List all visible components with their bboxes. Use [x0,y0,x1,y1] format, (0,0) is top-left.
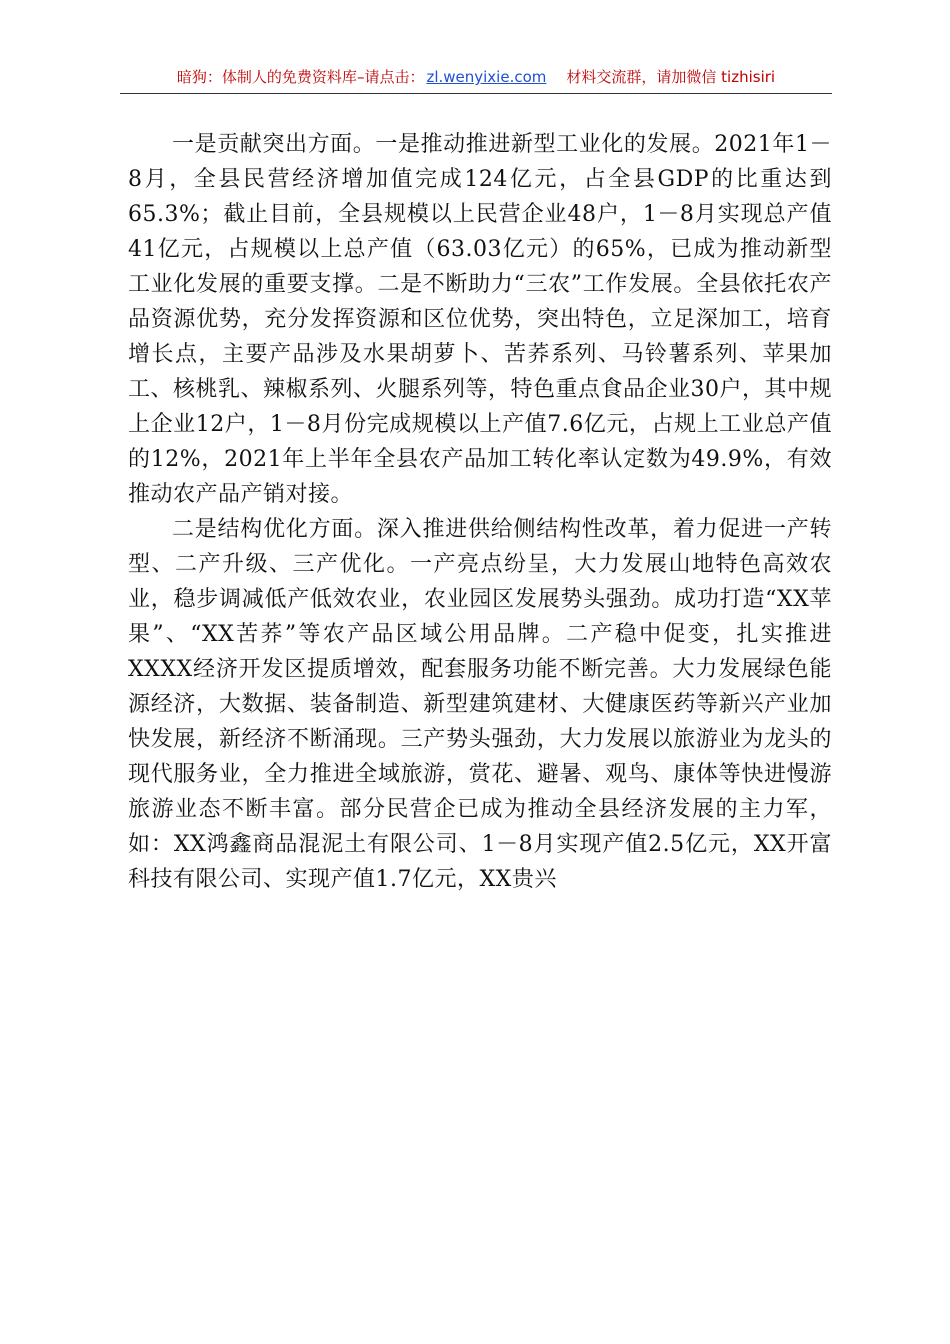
header-brand: 暗狗：体制人的免费资料库 [176,68,357,86]
header-divider [120,93,832,94]
document-body [128,127,832,897]
paragraph-contribution: 一是贡献突出方面。一是推动推进新型工业化的发展。2021年1－8月，全县民营经济增加值完成124亿元，占全县GDP的比重达到65.3%；截止目前，全县规模以上民营企业48户，1－8月实现总产值41亿元，占规模以上总产值（63.03亿元）的65%，已成为推动新型工业化发展的重要支撑。二是不断助力“三农”工作发展。全县依托农产品资源优势，充分发挥资源和区位优势，突出特色，立足深加工，培育增长点，主要产品涉及水果胡萝卜、苦荞系列、马铃薯系列、苹果加工、核桃乳、辣椒系列、火腿系列等，特色重点食品企业30户，其中规上企业12户，1－8月份完成规模以上产值7.6亿元，占规上工业总产值的12%，2021年上半年全县农产品加工转化率认定数为49.9%，有效推动农产品产销对接。 [128,132,832,507]
page-header [120,66,832,88]
header-prompt: –请点击： [356,68,425,86]
header-link[interactable]: zl.wenyixie.com [426,68,547,86]
header-contact: 材料交流群，请加微信 tizhisiri [566,68,776,86]
paragraph-structure: 二是结构优化方面。深入推进供给侧结构性改革，着力促进一产转型、二产升级、三产优化。一产亮点纷呈，大力发展山地特色高效农业，稳步调减低产低效农业，农业园区发展势头强劲。成功打造“XX苹果”、“XX苦荞”等农产品区域公用品牌。二产稳中促变，扎实推进XXXX经济开发区提质增效，配套服务功能不断完善。大力发展绿色能源经济，大数据、装备制造、新型建筑建材、大健康医药等新兴产业加快发展，新经济不断涌现。三产势头强劲，大力发展以旅游业为龙头的现代服务业，全力推进全域旅游，赏花、避暑、观鸟、康体等快进慢游旅游业态不断丰富。部分民营企已成为推动全县经济发展的主力军，如：XX鸿鑫商品混泥土有限公司、1－8月实现产值2.5亿元，XX开富科技有限公司、实现产值1.7亿元，XX贵兴 [128,517,832,892]
